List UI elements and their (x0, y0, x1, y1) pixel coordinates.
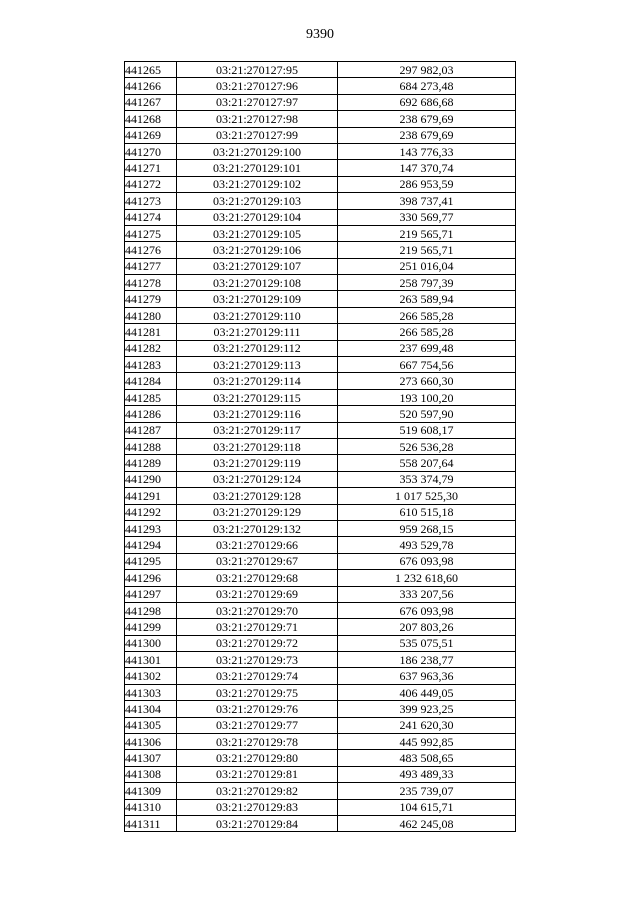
cadastral-number-cell: 03:21:270129:117 (177, 422, 338, 438)
row-number-cell: 441286 (125, 406, 177, 422)
cadastral-value-cell: 676 093,98 (338, 602, 516, 618)
row-number-cell: 441296 (125, 570, 177, 586)
row-number-cell: 441297 (125, 586, 177, 602)
cadastral-value-cell: 610 515,18 (338, 504, 516, 520)
cadastral-value-cell: 1 232 618,60 (338, 570, 516, 586)
cadastral-number-cell: 03:21:270129:103 (177, 193, 338, 209)
row-number-cell: 441284 (125, 373, 177, 389)
cadastral-value-cell: 526 536,28 (338, 438, 516, 454)
table-row (125, 602, 516, 618)
row-number-cell: 441306 (125, 734, 177, 750)
row-number-cell: 441308 (125, 766, 177, 782)
table-row (125, 734, 516, 750)
cadastral-number-cell: 03:21:270129:110 (177, 307, 338, 323)
table-row (125, 209, 516, 225)
table-row (125, 225, 516, 241)
table-row (125, 373, 516, 389)
cadastral-value-cell: 1 017 525,30 (338, 488, 516, 504)
row-number-cell: 441279 (125, 291, 177, 307)
cadastral-number-cell: 03:21:270129:124 (177, 471, 338, 487)
table-row (125, 684, 516, 700)
cadastral-number-cell: 03:21:270129:84 (177, 815, 338, 831)
cadastral-value-cell: 399 923,25 (338, 701, 516, 717)
table-row (125, 176, 516, 192)
cadastral-number-cell: 03:21:270129:75 (177, 684, 338, 700)
cadastral-number-cell: 03:21:270129:71 (177, 619, 338, 635)
cadastral-number-cell: 03:21:270129:118 (177, 438, 338, 454)
cadastral-number-cell: 03:21:270129:109 (177, 291, 338, 307)
cadastral-value-cell: 235 739,07 (338, 783, 516, 799)
cadastral-value-cell: 445 992,85 (338, 734, 516, 750)
table-row (125, 504, 516, 520)
cadastral-number-cell: 03:21:270129:74 (177, 668, 338, 684)
row-number-cell: 441291 (125, 488, 177, 504)
table-row (125, 78, 516, 94)
cadastral-value-cell: 637 963,36 (338, 668, 516, 684)
cadastral-number-cell: 03:21:270129:76 (177, 701, 338, 717)
table-row (125, 488, 516, 504)
row-number-cell: 441304 (125, 701, 177, 717)
table-row (125, 307, 516, 323)
cadastral-number-cell: 03:21:270129:73 (177, 652, 338, 668)
cadastral-number-cell: 03:21:270129:115 (177, 389, 338, 405)
cadastral-number-cell: 03:21:270129:105 (177, 225, 338, 241)
row-number-cell: 441285 (125, 389, 177, 405)
table-row (125, 570, 516, 586)
row-number-cell: 441295 (125, 553, 177, 569)
row-number-cell: 441280 (125, 307, 177, 323)
cadastral-number-cell: 03:21:270129:100 (177, 143, 338, 159)
row-number-cell: 441290 (125, 471, 177, 487)
table-row (125, 242, 516, 258)
cadastral-value-cell: 959 268,15 (338, 520, 516, 536)
table-row (125, 799, 516, 815)
cadastral-value-cell: 406 449,05 (338, 684, 516, 700)
table-row (125, 717, 516, 733)
cadastral-number-cell: 03:21:270129:119 (177, 455, 338, 471)
cadastral-number-cell: 03:21:270129:67 (177, 553, 338, 569)
cadastral-number-cell: 03:21:270129:104 (177, 209, 338, 225)
cadastral-value-cell: 219 565,71 (338, 242, 516, 258)
cadastral-value-cell: 251 016,04 (338, 258, 516, 274)
row-number-cell: 441309 (125, 783, 177, 799)
table-row (125, 668, 516, 684)
table-row (125, 340, 516, 356)
cadastral-number-cell: 03:21:270129:78 (177, 734, 338, 750)
table-row (125, 766, 516, 782)
table-row (125, 438, 516, 454)
table-row (125, 406, 516, 422)
cadastral-value-cell: 493 529,78 (338, 537, 516, 553)
row-number-cell: 441287 (125, 422, 177, 438)
row-number-cell: 441271 (125, 160, 177, 176)
cadastral-value-cell: 219 565,71 (338, 225, 516, 241)
cadastral-value-cell: 237 699,48 (338, 340, 516, 356)
cadastral-value-cell: 558 207,64 (338, 455, 516, 471)
cadastral-value-cell: 258 797,39 (338, 275, 516, 291)
cadastral-value-cell: 241 620,30 (338, 717, 516, 733)
cadastral-number-cell: 03:21:270129:81 (177, 766, 338, 782)
cadastral-value-cell: 519 608,17 (338, 422, 516, 438)
cadastral-value-cell: 330 569,77 (338, 209, 516, 225)
table-row (125, 635, 516, 651)
table-row (125, 652, 516, 668)
row-number-cell: 441269 (125, 127, 177, 143)
table-row (125, 701, 516, 717)
row-number-cell: 441292 (125, 504, 177, 520)
cadastral-number-cell: 03:21:270129:108 (177, 275, 338, 291)
row-number-cell: 441310 (125, 799, 177, 815)
row-number-cell: 441303 (125, 684, 177, 700)
cadastral-number-cell: 03:21:270127:96 (177, 78, 338, 94)
cadastral-number-cell: 03:21:270129:107 (177, 258, 338, 274)
row-number-cell: 441288 (125, 438, 177, 454)
cadastral-value-cell: 104 615,71 (338, 799, 516, 815)
cadastral-number-cell: 03:21:270129:106 (177, 242, 338, 258)
cadastral-value-cell: 207 803,26 (338, 619, 516, 635)
row-number-cell: 441268 (125, 111, 177, 127)
row-number-cell: 441277 (125, 258, 177, 274)
row-number-cell: 441276 (125, 242, 177, 258)
cadastral-value-cell: 353 374,79 (338, 471, 516, 487)
cadastral-number-cell: 03:21:270129:102 (177, 176, 338, 192)
cadastral-number-cell: 03:21:270129:129 (177, 504, 338, 520)
row-number-cell: 441305 (125, 717, 177, 733)
row-number-cell: 441281 (125, 324, 177, 340)
table-row (125, 455, 516, 471)
table-row (125, 750, 516, 766)
cadastral-number-cell: 03:21:270129:80 (177, 750, 338, 766)
table-row (125, 357, 516, 373)
table-row (125, 471, 516, 487)
cadastral-value-cell: 186 238,77 (338, 652, 516, 668)
table-row (125, 324, 516, 340)
cadastral-number-cell: 03:21:270129:68 (177, 570, 338, 586)
row-number-cell: 441266 (125, 78, 177, 94)
table-row (125, 193, 516, 209)
cadastral-value-cell: 266 585,28 (338, 307, 516, 323)
row-number-cell: 441278 (125, 275, 177, 291)
cadastral-value-cell: 535 075,51 (338, 635, 516, 651)
cadastral-value-cell: 143 776,33 (338, 143, 516, 159)
cadastral-number-cell: 03:21:270127:97 (177, 94, 338, 110)
cadastral-number-cell: 03:21:270129:66 (177, 537, 338, 553)
cadastral-number-cell: 03:21:270129:69 (177, 586, 338, 602)
table-row (125, 520, 516, 536)
table-row (125, 94, 516, 110)
table-row (125, 586, 516, 602)
row-number-cell: 441307 (125, 750, 177, 766)
row-number-cell: 441294 (125, 537, 177, 553)
cadastral-number-cell: 03:21:270127:99 (177, 127, 338, 143)
row-number-cell: 441282 (125, 340, 177, 356)
cadastral-number-cell: 03:21:270129:82 (177, 783, 338, 799)
cadastral-value-cell: 147 370,74 (338, 160, 516, 176)
cadastral-number-cell: 03:21:270129:83 (177, 799, 338, 815)
cadastral-number-cell: 03:21:270129:72 (177, 635, 338, 651)
table-row (125, 111, 516, 127)
cadastral-number-cell: 03:21:270129:113 (177, 357, 338, 373)
cadastral-value-cell: 193 100,20 (338, 389, 516, 405)
cadastral-value-cell: 263 589,94 (338, 291, 516, 307)
row-number-cell: 441301 (125, 652, 177, 668)
cadastral-number-cell: 03:21:270129:101 (177, 160, 338, 176)
row-number-cell: 441270 (125, 143, 177, 159)
table-row (125, 62, 516, 78)
page-number: 9390 (306, 27, 334, 42)
table-row (125, 619, 516, 635)
row-number-cell: 441275 (125, 225, 177, 241)
row-number-cell: 441267 (125, 94, 177, 110)
row-number-cell: 441299 (125, 619, 177, 635)
row-number-cell: 441298 (125, 602, 177, 618)
cadastral-number-cell: 03:21:270127:98 (177, 111, 338, 127)
cadastral-number-cell: 03:21:270129:114 (177, 373, 338, 389)
table-row (125, 553, 516, 569)
cadastral-value-cell: 286 953,59 (338, 176, 516, 192)
table-row (125, 389, 516, 405)
cadastral-value-cell: 462 245,08 (338, 815, 516, 831)
row-number-cell: 441273 (125, 193, 177, 209)
cadastral-value-cell: 398 737,41 (338, 193, 516, 209)
cadastral-number-cell: 03:21:270129:111 (177, 324, 338, 340)
row-number-cell: 441302 (125, 668, 177, 684)
table-row (125, 275, 516, 291)
table-row (125, 783, 516, 799)
cadastral-number-cell: 03:21:270129:128 (177, 488, 338, 504)
cadastral-value-cell: 676 093,98 (338, 553, 516, 569)
cadastral-value-cell: 493 489,33 (338, 766, 516, 782)
cadastral-value-cell: 684 273,48 (338, 78, 516, 94)
table-row (125, 422, 516, 438)
cadastral-value-cell: 667 754,56 (338, 357, 516, 373)
table-row (125, 815, 516, 831)
table-row (125, 258, 516, 274)
cadastral-value-cell: 297 982,03 (338, 62, 516, 78)
row-number-cell: 441293 (125, 520, 177, 536)
table-row (125, 143, 516, 159)
row-number-cell: 441283 (125, 357, 177, 373)
row-number-cell: 441289 (125, 455, 177, 471)
cadastral-value-table (124, 61, 516, 832)
row-number-cell: 441300 (125, 635, 177, 651)
row-number-cell: 441274 (125, 209, 177, 225)
cadastral-number-cell: 03:21:270129:116 (177, 406, 338, 422)
cadastral-number-cell: 03:21:270127:95 (177, 62, 338, 78)
cadastral-value-cell: 238 679,69 (338, 111, 516, 127)
cadastral-value-cell: 692 686,68 (338, 94, 516, 110)
cadastral-value-cell: 238 679,69 (338, 127, 516, 143)
cadastral-number-cell: 03:21:270129:70 (177, 602, 338, 618)
row-number-cell: 441265 (125, 62, 177, 78)
table-row (125, 291, 516, 307)
cadastral-value-cell: 333 207,56 (338, 586, 516, 602)
table-row (125, 160, 516, 176)
table-row (125, 127, 516, 143)
cadastral-value-cell: 266 585,28 (338, 324, 516, 340)
cadastral-number-cell: 03:21:270129:112 (177, 340, 338, 356)
cadastral-number-cell: 03:21:270129:77 (177, 717, 338, 733)
cadastral-number-cell: 03:21:270129:132 (177, 520, 338, 536)
table-row (125, 537, 516, 553)
cadastral-value-cell: 520 597,90 (338, 406, 516, 422)
cadastral-value-cell: 273 660,30 (338, 373, 516, 389)
row-number-cell: 441272 (125, 176, 177, 192)
cadastral-value-cell: 483 508,65 (338, 750, 516, 766)
table-body (125, 62, 516, 832)
row-number-cell: 441311 (125, 815, 177, 831)
